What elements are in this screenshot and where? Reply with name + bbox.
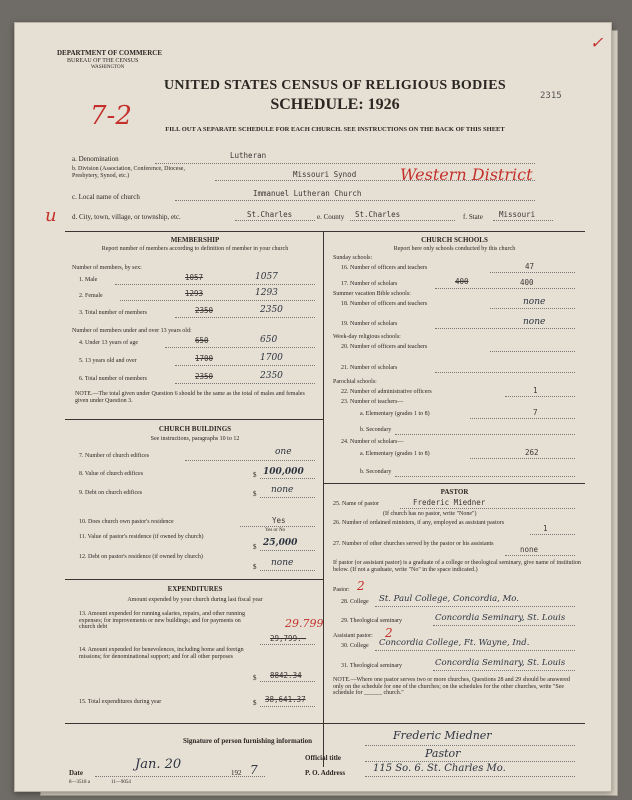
membership-title: MEMBERSHIP xyxy=(170,236,220,244)
membership-note: NOTE.—The total given under Question 6 should be the same as the total of males and females given under Question 3. xyxy=(75,391,305,404)
q3-old: 2350 xyxy=(195,306,214,315)
county-label: e. County xyxy=(317,213,345,221)
q11-value: 25,000 xyxy=(263,538,298,548)
q23b-label: b. Secondary xyxy=(360,427,392,433)
q12-value: none xyxy=(271,558,294,568)
q13-red: 29.799 xyxy=(285,617,324,630)
q13-old: 29,799.— xyxy=(270,634,307,643)
summer-label: Summer vacation Bible schools: xyxy=(333,291,411,297)
schedule-title: SCHEDULE: 1926 xyxy=(270,96,400,113)
q19-value: none xyxy=(523,317,546,327)
address-label: P. O. Address xyxy=(305,769,346,777)
form-number: 8—3518 a xyxy=(69,780,90,785)
q5-value: 1700 xyxy=(260,353,283,363)
q8-label: 8. Value of church edifices xyxy=(79,471,144,477)
q19-label: 19. Number of scholars xyxy=(341,321,398,327)
local-name-label: c. Local name of church xyxy=(72,193,140,201)
q16-value: 47 xyxy=(525,262,535,271)
q26-value: 1 xyxy=(543,524,548,533)
q31-label: 31. Theological seminary xyxy=(341,663,403,669)
q28-value: St. Paul College, Concordia, Mo. xyxy=(379,594,519,604)
division-red: Western District xyxy=(400,165,533,184)
q2-old: 1293 xyxy=(185,289,204,298)
q17-label: 17. Number of scholars xyxy=(341,281,398,287)
schools-title: CHURCH SCHOOLS xyxy=(421,236,488,244)
q14-label: 14. Amount expended for benevolences, including home and foreign missions; for denominational support; and for all other purposes xyxy=(79,647,244,660)
asst-num: 2 xyxy=(385,626,393,640)
q21-label: 21. Number of scholars xyxy=(341,365,398,371)
q2-label: 2. Female xyxy=(79,293,103,299)
q9-dollar: $ xyxy=(253,490,257,498)
instruction-line: FILL OUT A SEPARATE SCHEDULE FOR EACH CHURCH. SEE INSTRUCTIONS ON THE BACK OF THIS SHEET xyxy=(165,126,505,133)
q25-label: 25. Name of pastor xyxy=(333,501,379,507)
q17-value: 400 xyxy=(520,278,534,287)
pastor-note: NOTE.—Where one pastor serves two or more churches, Questions 28 and 29 should be answered only on the schedule for one of the churches; on the schedules for the other churches, write "See schedule for ______ church." xyxy=(333,677,570,697)
buildings-title: CHURCH BUILDINGS xyxy=(158,425,232,433)
dept-label: DEPARTMENT OF COMMERCE xyxy=(57,49,163,57)
q1-old: 1057 xyxy=(185,273,204,282)
q20-label: 20. Number of officers and teachers xyxy=(341,344,428,350)
state-value: Missouri xyxy=(499,210,536,219)
q24b-label: b. Secondary xyxy=(360,469,392,475)
sunday-label: Sunday schools: xyxy=(333,255,373,261)
asst-label: Assistant pastor: xyxy=(333,633,373,639)
q6-value: 2350 xyxy=(260,371,283,381)
expenditures-sub: Amount expended by your church during last fiscal year xyxy=(127,597,263,603)
city-label: WASHINGTON xyxy=(91,65,125,70)
q15-value: 38,641.37 xyxy=(265,695,306,704)
q26-label: 26. Number of ordained ministers, if any, employed as assistant pastors xyxy=(333,520,505,526)
pastor-title: PASTOR xyxy=(440,488,469,496)
q12-dollar: $ xyxy=(253,563,257,571)
division-value: Missouri Synod xyxy=(293,170,357,179)
print-number: 11—9054 xyxy=(111,780,131,785)
date-value: Jan. 20 xyxy=(135,757,182,772)
city-value: St.Charles xyxy=(247,210,293,219)
q23a-label: a. Elementary (grades 1 to 8) xyxy=(360,411,430,417)
membership-sub: Report number of members according to definition of member in your church xyxy=(101,246,289,252)
pastor-sub-label: Pastor: xyxy=(333,587,350,593)
county-value: St.Charles xyxy=(355,210,401,219)
q7-value: one xyxy=(275,447,292,457)
year-value: 7 xyxy=(250,763,258,777)
q1-value: 1057 xyxy=(255,272,278,282)
margin-u: u xyxy=(45,205,57,226)
q9-value: none xyxy=(271,485,294,495)
q12-label: 12. Debt on pastor's residence (if owned by church) xyxy=(79,554,203,560)
q2-value: 1293 xyxy=(255,288,278,298)
schedule-number: 2315 xyxy=(540,91,562,101)
q24a-label: a. Elementary (grades 1 to 8) xyxy=(360,451,430,457)
denomination-label: a. Denomination xyxy=(72,155,119,163)
q28-label: 28. College xyxy=(341,599,369,605)
official-title-label: Official title xyxy=(305,754,341,762)
q8-value: 100,000 xyxy=(263,467,304,477)
q4-old: 650 xyxy=(195,336,209,345)
parochial-label: Parochial schools: xyxy=(333,379,377,385)
corner-check: ✓ xyxy=(590,33,604,52)
q22-label: 22. Number of administrative officers xyxy=(341,389,432,395)
pastor-num: 2 xyxy=(357,579,365,593)
red-mark: 7-2 xyxy=(90,101,132,131)
signature-label: Signature of person furnishing information xyxy=(183,737,312,745)
by-sex-label: Number of members, by sex: xyxy=(72,265,142,271)
denomination-value: Lutheran xyxy=(230,151,267,160)
q7-label: 7. Number of church edifices xyxy=(79,453,150,459)
q13-label: 13. Amount expended for running salaries, repairs, and other running expenses; for improvements or new buildings; and for payments on church debt xyxy=(79,611,245,631)
q18-label: 18. Number of officers and teachers xyxy=(341,301,428,307)
q25-sub: (If church has no pastor, write "None") xyxy=(383,511,477,517)
q24-label: 24. Number of scholars— xyxy=(341,439,404,445)
q31-value: Concordia Seminary, St. Louis xyxy=(435,658,566,668)
q10-value: Yes xyxy=(272,516,286,525)
q24a-value: 262 xyxy=(525,448,539,457)
q30-label: 30. College xyxy=(341,643,369,649)
form-title: UNITED STATES CENSUS OF RELIGIOUS BODIES xyxy=(163,78,506,93)
q30-value: Concordia College, Ft. Wayne, Ind. xyxy=(379,638,530,648)
q17-old: 400 xyxy=(455,277,469,286)
q9-label: 9. Debt on church edifices xyxy=(79,490,143,496)
q15-label: 15. Total expenditures during year xyxy=(79,699,162,705)
buildings-sub: See instructions, paragraphs 10 to 12 xyxy=(150,436,240,442)
official-title-value: Pastor xyxy=(425,747,461,760)
q6-old: 2350 xyxy=(195,372,214,381)
q23-label: 23. Number of teachers— xyxy=(341,399,404,405)
q1-label: 1. Male xyxy=(79,277,98,283)
q27-value: none xyxy=(520,545,539,554)
q23a-value: 7 xyxy=(533,408,538,417)
city-field-label: d. City, town, village, or township, etc. xyxy=(72,213,181,221)
q4-label: 4. Under 13 years of age xyxy=(79,340,138,346)
q27-label: 27. Number of other churches served by the pastor or his assistants xyxy=(333,541,494,547)
state-label: f. State xyxy=(463,213,483,221)
date-label: Date xyxy=(69,769,83,777)
q3-label: 3. Total number of members xyxy=(79,310,147,316)
q29-label: 29. Theological seminary xyxy=(341,618,403,624)
q6-label: 6. Total number of members xyxy=(79,376,147,382)
weekday-label: Week-day religious schools: xyxy=(333,334,401,340)
q15-dollar: $ xyxy=(253,699,257,707)
q11-label: 11. Value of pastor's residence (if owned by church) xyxy=(79,534,204,540)
q14-dollar: $ xyxy=(253,674,257,682)
q29-value: Concordia Seminary, St. Louis xyxy=(435,613,566,623)
address-value: 115 So. 6. St. Charles Mo. xyxy=(373,763,506,774)
q22-value: 1 xyxy=(533,386,538,395)
q11-dollar: $ xyxy=(253,543,257,551)
q16-label: 16. Number of officers and teachers xyxy=(341,265,428,271)
yes-no-label: Yes or No xyxy=(265,528,286,533)
division-label: b. Division (Association, Conference, Diocese, Presbytery, Synod, etc.) xyxy=(72,166,185,179)
signature-value: Frederic Miedner xyxy=(393,729,492,742)
graduate-note: If pastor (or assistant pastor) is a graduate of a college or theological seminary, give name of institution below. (If not a graduate, write "No" in the space indicated.) xyxy=(333,560,581,573)
local-name-value: Immanuel Lutheran Church xyxy=(253,189,362,198)
age-intro: Number of members under and over 13 years old: xyxy=(72,328,192,334)
q25-value: Frederic Miedner xyxy=(413,498,486,507)
q5-label: 5. 13 years old and over xyxy=(79,358,137,364)
expenditures-title: EXPENDITURES xyxy=(167,585,223,593)
q10-label: 10. Does church own pastor's residence xyxy=(79,519,174,525)
q5-old: 1700 xyxy=(195,354,214,363)
census-schedule xyxy=(14,22,612,792)
q8-dollar: $ xyxy=(253,471,257,479)
q3-value: 2350 xyxy=(260,305,283,315)
bureau-label: BUREAU OF THE CENSUS xyxy=(67,58,139,64)
year-prefix: 192 xyxy=(231,769,242,777)
schools-sub: Report here only schools conducted by this church xyxy=(393,246,516,252)
q4-value: 650 xyxy=(260,335,278,345)
q18-value: none xyxy=(523,297,546,307)
q14-value: 8842.34 xyxy=(270,671,302,680)
